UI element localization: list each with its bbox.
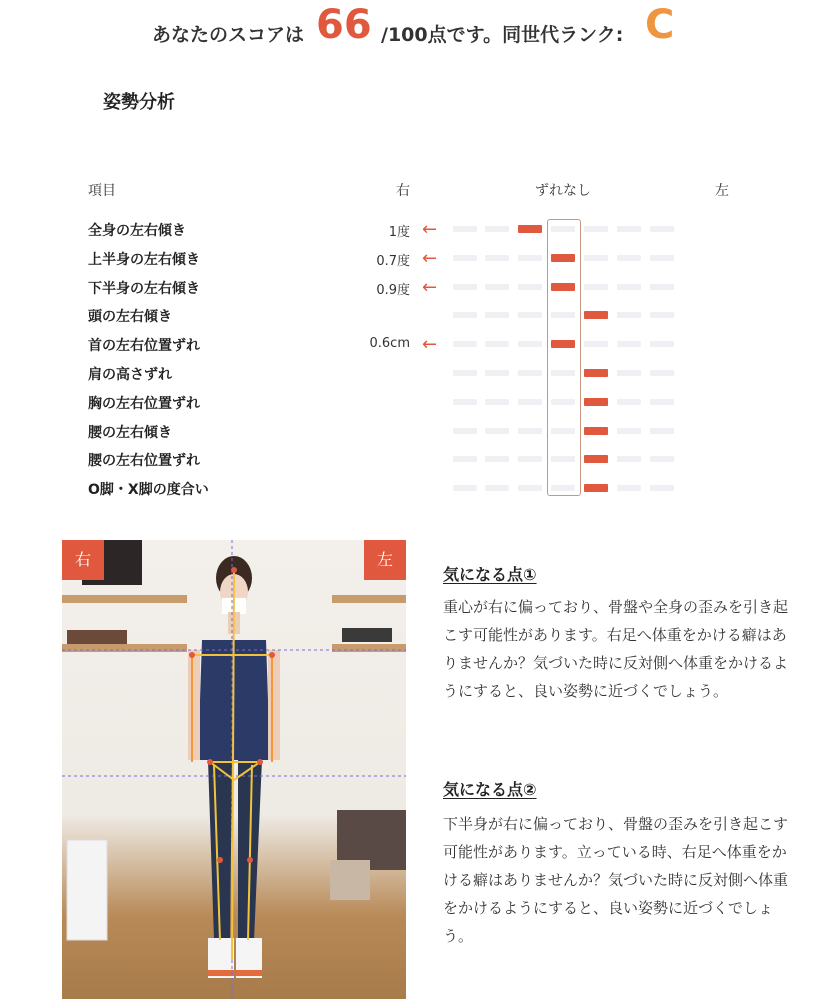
rank-grade: C	[645, 2, 675, 48]
scale-cell	[650, 399, 674, 405]
left-arrow-icon: ←	[422, 334, 438, 356]
scale-cell	[617, 428, 641, 434]
header-right: 右	[396, 183, 410, 199]
scale-cell	[584, 226, 608, 232]
scale-cell	[650, 226, 674, 232]
left-arrow-icon: ←	[422, 219, 438, 240]
header-item: 項目	[88, 183, 116, 199]
left-arrow-icon: ←	[422, 247, 438, 269]
scale-cell	[453, 312, 477, 318]
row-label: 全身の左右傾き	[88, 223, 186, 239]
scale-cell	[650, 341, 674, 347]
scale-cell	[485, 341, 509, 347]
photo-right-tag: 右	[62, 540, 104, 580]
scale-cell	[453, 428, 477, 434]
row-label: 胸の左右位置ずれ	[88, 395, 200, 412]
scale-cell	[485, 255, 509, 261]
scale-cell	[485, 399, 509, 405]
scale-cell	[617, 226, 641, 232]
scale-cell	[453, 485, 477, 491]
scale-cell	[650, 428, 674, 434]
scale-cell	[617, 370, 641, 376]
scale-cell	[584, 255, 608, 261]
row-label: O脚・X脚の度合い	[88, 482, 209, 499]
scale-cell	[485, 312, 509, 318]
row-label: 上半身の左右傾き	[88, 251, 200, 268]
scale-cell	[485, 485, 509, 491]
row-label: 下半身の左右傾き	[88, 280, 200, 297]
scale-cell	[485, 428, 509, 434]
score-value: 66	[316, 2, 372, 48]
scale-cell	[584, 284, 608, 290]
scale-cell	[617, 399, 641, 405]
row-label: 首の左右位置ずれ	[88, 338, 200, 355]
deviation-marker	[584, 311, 608, 319]
left-arrow-icon: ←	[422, 276, 438, 298]
photo-left-tag: 左	[364, 540, 406, 580]
deviation-marker	[584, 398, 608, 406]
scale-cell	[650, 284, 674, 290]
note-2-body: 下半身が右に偏っており、骨盤の歪みを引き起こす可能性があります。立っている時、右足へ体重をかける癖はありませんか？気づいた時に反対側へ体重をかけるようにすると、良い姿勢に近づくでしょう。	[443, 815, 789, 945]
scale-cell	[453, 456, 477, 462]
row-value: 0.6cm	[369, 336, 410, 352]
scale-cell	[617, 312, 641, 318]
scale-cell	[650, 255, 674, 261]
scale-cell	[518, 312, 542, 318]
scale-cell	[617, 485, 641, 491]
scale-cell	[650, 456, 674, 462]
deviation-marker	[518, 225, 542, 233]
scale-cell	[518, 284, 542, 290]
scale-cell	[485, 226, 509, 232]
posture-photo	[62, 540, 406, 999]
posture-photo-illustration	[62, 540, 406, 999]
header-left: 左	[715, 183, 729, 199]
scale-cell	[453, 284, 477, 290]
deviation-marker	[584, 484, 608, 492]
scale-cell	[485, 284, 509, 290]
scale-cell	[453, 370, 477, 376]
header-no-shift: ずれなし	[535, 183, 591, 199]
scale-cell	[650, 312, 674, 318]
scale-cell	[453, 399, 477, 405]
deviation-marker	[584, 369, 608, 377]
scale-cell	[518, 399, 542, 405]
deviation-marker	[584, 455, 608, 463]
scale-cell	[650, 485, 674, 491]
scale-cell	[518, 370, 542, 376]
row-label: 頭の左右傾き	[88, 309, 172, 326]
scale-cell	[617, 255, 641, 261]
row-label: 腰の左右位置ずれ	[88, 453, 200, 470]
note-2-title: 気になる点②	[443, 780, 537, 799]
row-value: 0.7度	[376, 253, 410, 269]
scale-cell	[617, 341, 641, 347]
scale-cell	[518, 255, 542, 261]
scale-cell	[453, 255, 477, 261]
section-title: 姿勢分析	[103, 92, 175, 113]
scale-cell	[650, 370, 674, 376]
scale-cell	[617, 284, 641, 290]
note-1-body: 重心が右に偏っており、骨盤や全身の歪みを引き起こす可能性があります。右足へ体重をかける癖はありませんか？気づいた時に反対側へ体重をかけるようにすると、良い姿勢に近づくでしょう。	[443, 598, 789, 700]
row-value: 0.9度	[376, 282, 410, 298]
scale-cell	[617, 456, 641, 462]
scale-cell	[453, 341, 477, 347]
scale-cell	[584, 341, 608, 347]
row-value: 1度	[388, 225, 410, 240]
scale-cell	[518, 428, 542, 434]
row-label: 肩の高さずれ	[88, 367, 172, 383]
score-summary	[0, 0, 831, 50]
scale-cell	[485, 456, 509, 462]
no-shift-column-highlight	[547, 219, 581, 496]
scale-cell	[518, 485, 542, 491]
scale-cell	[453, 226, 477, 232]
score-suffix: /100点です。同世代ランク:	[381, 24, 624, 46]
row-label: 腰の左右傾き	[88, 424, 172, 441]
scale-cell	[485, 370, 509, 376]
score-prefix: あなたのスコアは	[152, 24, 305, 46]
scale-cell	[518, 341, 542, 347]
scale-cell	[518, 456, 542, 462]
note-1-title: 気になる点①	[443, 565, 537, 584]
deviation-marker	[584, 427, 608, 435]
